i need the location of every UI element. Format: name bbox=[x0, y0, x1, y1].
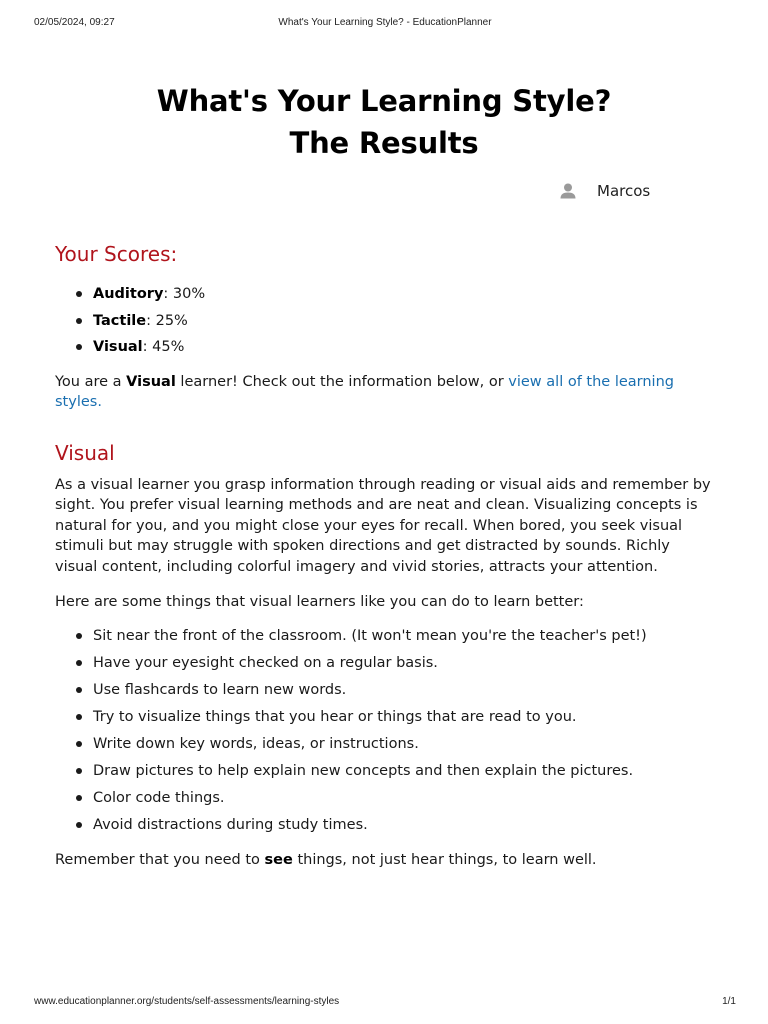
score-value: : 45% bbox=[142, 339, 185, 355]
result-prefix: You are a bbox=[55, 373, 127, 390]
score-item bbox=[55, 283, 715, 310]
view-all-styles-link[interactable]: view all of the learning styles. bbox=[55, 373, 674, 411]
result-middle: learner! Check out the information below, or bbox=[175, 373, 509, 390]
list-item: Draw pictures to help explain new concepts and then explain the pictures. bbox=[55, 760, 715, 787]
list-item: Use flashcards to learn new words. bbox=[55, 679, 715, 706]
score-label: Visual bbox=[93, 339, 143, 355]
tips-intro: Here are some things that visual learners like you can do to learn better: bbox=[55, 593, 584, 610]
closing-emphasis: see bbox=[264, 852, 293, 869]
scores-heading: Your Scores: bbox=[55, 242, 178, 266]
page-title-line-1: What's Your Learning Style? bbox=[156, 84, 612, 118]
score-label: Tactile bbox=[93, 312, 147, 329]
list-item: Avoid distractions during study times. bbox=[55, 814, 715, 841]
score-item bbox=[55, 310, 715, 337]
tips-list bbox=[55, 625, 715, 841]
scores-list bbox=[55, 283, 715, 363]
score-value: : 30% bbox=[163, 286, 206, 302]
user-profile[interactable] bbox=[558, 179, 650, 203]
page-title bbox=[0, 80, 768, 164]
closing-prefix: Remember that you need to bbox=[55, 852, 265, 869]
result-summary bbox=[55, 372, 715, 413]
score-label: Auditory bbox=[93, 286, 164, 302]
user-name: Marcos bbox=[597, 182, 651, 200]
print-header bbox=[34, 17, 736, 29]
results-content bbox=[55, 240, 715, 871]
list-item: Write down key words, ideas, or instructions. bbox=[55, 733, 715, 760]
visual-heading: Visual bbox=[55, 440, 115, 465]
print-datetime: 02/05/2024, 09:27 bbox=[34, 17, 115, 28]
print-footer bbox=[34, 996, 736, 1008]
list-item: Color code things. bbox=[55, 787, 715, 814]
score-item bbox=[55, 336, 715, 363]
score-value: : 25% bbox=[146, 312, 188, 329]
print-page-title: What's Your Learning Style? - EducationPlanner bbox=[278, 17, 492, 28]
closing-note bbox=[55, 850, 715, 871]
list-item: Sit near the front of the classroom. (It won't mean you're the teacher's pet!) bbox=[55, 625, 715, 652]
print-page-number: 1/1 bbox=[722, 996, 736, 1007]
print-url: www.educationplanner.org/students/self-assessments/learning-styles bbox=[34, 996, 340, 1007]
user-icon bbox=[558, 181, 578, 201]
list-item: Try to visualize things that you hear or things that are read to you. bbox=[55, 706, 715, 733]
list-item: Have your eyesight checked on a regular basis. bbox=[55, 652, 715, 679]
closing-suffix: things, not just hear things, to learn well. bbox=[292, 852, 597, 869]
page-title-line-2: The Results bbox=[289, 126, 479, 160]
visual-description: As a visual learner you grasp information through reading or visual aids and remember by sight. You prefer visual learning methods and are neat and clean. Visualizing concepts is natural for you, and you might close your eyes for recall. When bored, you seek visual stimuli but may struggle with spoken directions and get distracted by sounds. Richly visual content, including colorful imagery and vivid stories, attracts your attention. bbox=[55, 476, 711, 576]
result-style: Visual bbox=[126, 373, 176, 390]
